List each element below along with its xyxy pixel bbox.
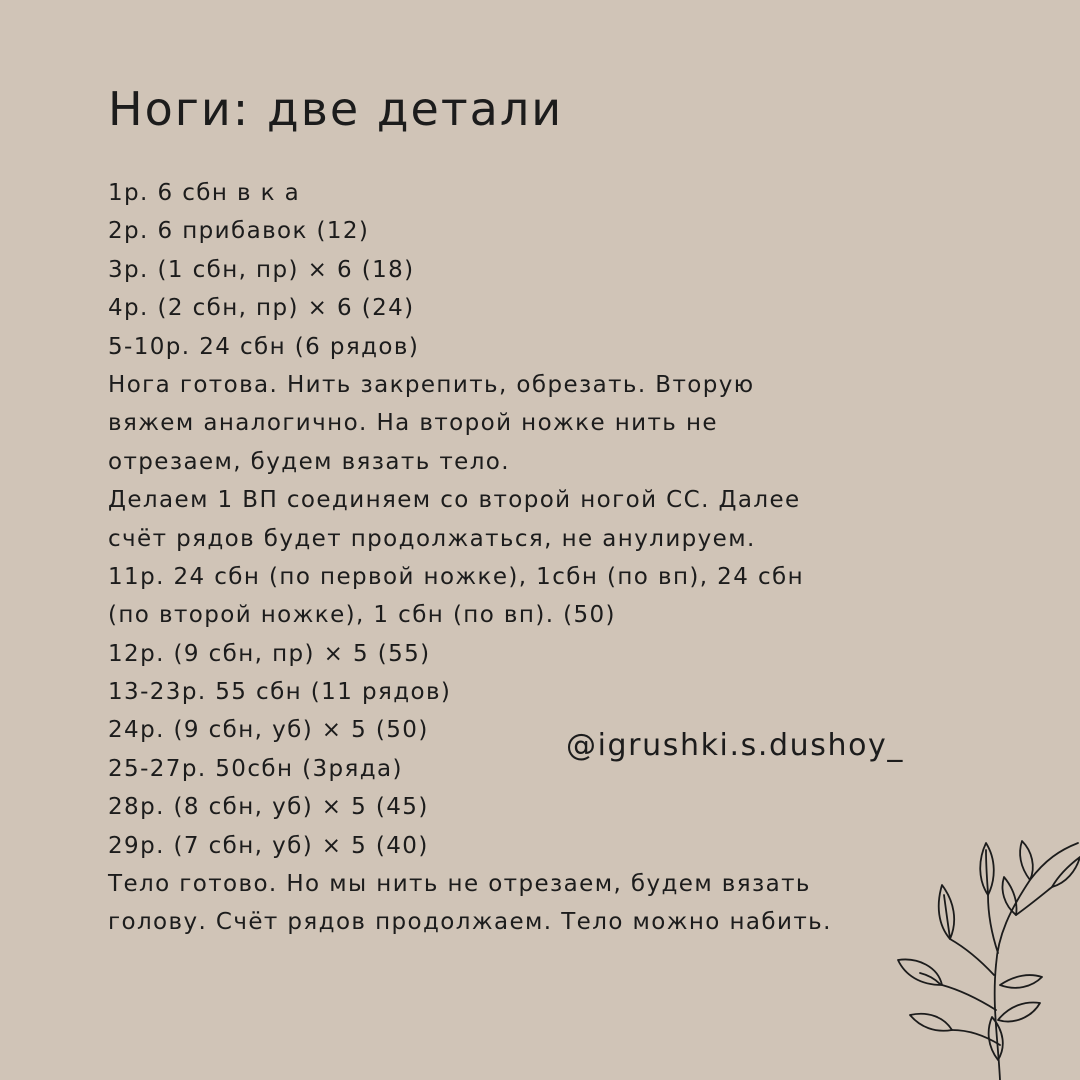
- instruction-line: 28р. (8 сбн, уб) × 5 (45): [108, 794, 429, 821]
- page-title: Ноги: две детали: [108, 82, 564, 136]
- instruction-line: 12р. (9 сбн, пр) × 5 (55): [108, 640, 431, 667]
- pattern-instructions: [108, 174, 908, 942]
- instruction-line: Делаем 1 ВП соединяем со второй ногой СС. Далее: [108, 487, 801, 514]
- author-handle: @igrushki.s.dushoy_: [566, 728, 904, 763]
- instruction-line: голову. Счёт рядов продолжаем. Тело можно набить.: [108, 909, 832, 936]
- instruction-line: 11р. 24 сбн (по первой ножке), 1сбн (по вп), 24 сбн: [108, 563, 805, 590]
- instruction-line: 25-27р. 50сбн (3ряда): [108, 755, 403, 782]
- instruction-line: отрезаем, будем вязать тело.: [108, 448, 510, 475]
- instruction-line: 2р. 6 прибавок (12): [108, 218, 370, 245]
- instruction-line: 13-23р. 55 сбн (11 рядов): [108, 679, 452, 706]
- instruction-line: Тело готово. Но мы нить не отрезаем, будем вязать: [108, 871, 811, 898]
- instruction-line: 4р. (2 сбн, пр) × 6 (24): [108, 295, 415, 322]
- instruction-line: вяжем аналогично. На второй ножке нить не: [108, 410, 718, 437]
- instruction-line: 5-10р. 24 сбн (6 рядов): [108, 333, 420, 360]
- instruction-line: 1р. 6 сбн в к а: [108, 180, 301, 206]
- instruction-line: 29р. (7 сбн, уб) × 5 (40): [108, 832, 429, 859]
- leafy-branch-icon: [880, 835, 1080, 1080]
- instruction-line: 3р. (1 сбн, пр) × 6 (18): [108, 256, 415, 283]
- instruction-line: 24р. (9 сбн, уб) × 5 (50): [108, 717, 429, 744]
- instruction-line: (по второй ножке), 1 сбн (по вп). (50): [108, 602, 616, 629]
- instruction-line: счёт рядов будет продолжаться, не анулируем.: [108, 525, 756, 552]
- instruction-line: Нога готова. Нить закрепить, обрезать. Вторую: [108, 371, 755, 398]
